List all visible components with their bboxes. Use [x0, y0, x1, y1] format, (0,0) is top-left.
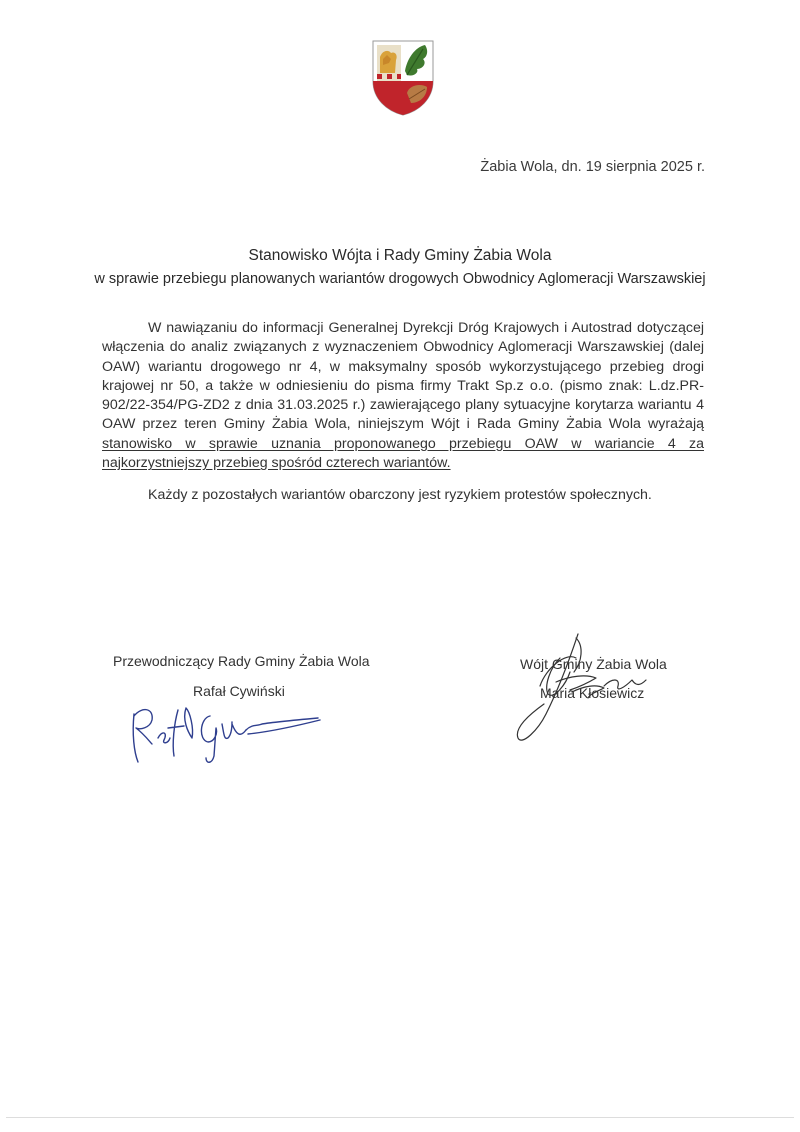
council-chair-signature — [128, 694, 328, 774]
mayor-title: Wójt Gminy Żabia Wola — [520, 656, 667, 672]
council-chair-title: Przewodniczący Rady Gminy Żabia Wola — [113, 653, 370, 669]
coat-of-arms-icon — [369, 37, 437, 117]
letter-date: Żabia Wola, dn. 19 sierpnia 2025 r. — [480, 159, 705, 175]
mayor-name: Maria Kłosiewicz — [540, 685, 645, 701]
document-body — [102, 319, 704, 506]
paragraph-main — [102, 319, 704, 473]
paragraph-main-text: W nawiązaniu do informacji Generalnej Dyrekcji Dróg Krajowych i Autostrad dotyczącej włączenia do analiz związanych z wyznaczeniem Obwodnicy Aglomeracji Warszawskiej (dalej OAW) wariantu drogowego nr 4, w maksymalny sposób wykorzystującego przebieg drogi krajowej nr 50, a także w odniesieniu do pisma firmy Trakt Sp.z o.o. (pismo znak: L.dz.PR-902/22-354/PG-ZD2 z dnia 31.03.2025 r.) zawierającego plany sytuacyjne korytarza wariantu 4 OAW przez teren Gminy Żabia Wola, niniejszym Wójt i Rada Gminy Żabia Wola wyrażają — [102, 320, 704, 433]
council-chair-name: Rafał Cywiński — [193, 683, 285, 699]
paragraph-risk: Każdy z pozostałych wariantów obarczony jest ryzykiem protestów społecznych. — [148, 487, 652, 504]
document-subtitle: w sprawie przebiegu planowanych wariantów drogowych Obwodnicy Aglomeracji Warszawskiej — [94, 271, 706, 287]
paragraph-main-underlined: stanowisko w sprawie uznania proponowanego przebiegu OAW w wariancie 4 za najkorzystniejszy przebieg spośród czterech wariantów. — [102, 435, 704, 472]
page-bottom-divider — [6, 1117, 794, 1118]
document-heading — [60, 247, 740, 287]
document-title: Stanowisko Wójta i Rady Gminy Żabia Wola — [248, 247, 552, 264]
